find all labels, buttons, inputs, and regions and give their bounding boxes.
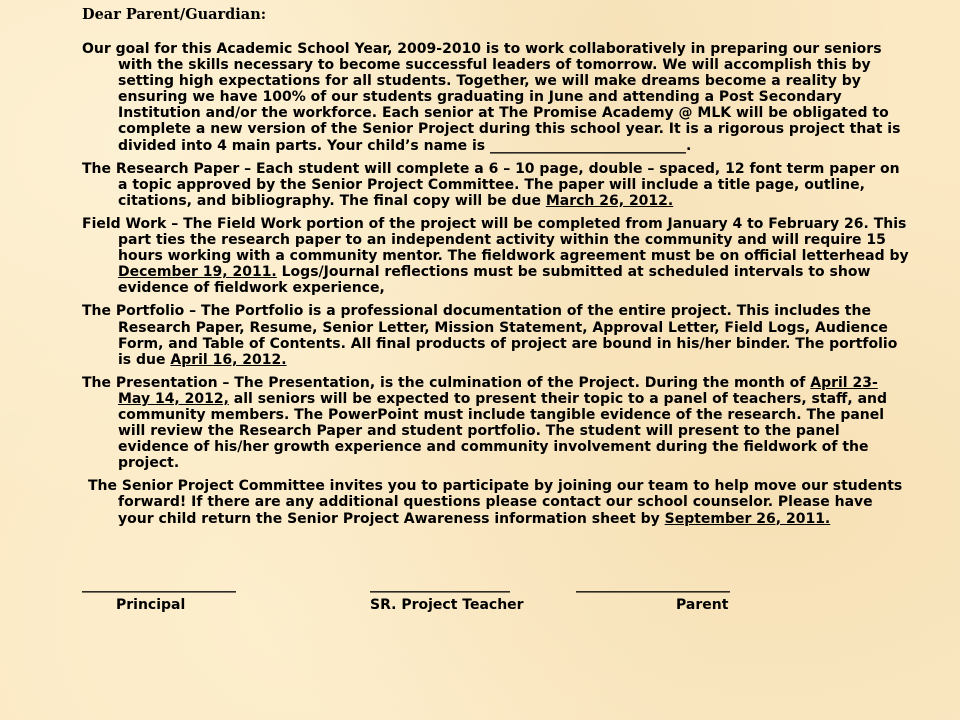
signature-label: SR. Project Teacher — [370, 597, 524, 613]
research-paper-due-date: March 26, 2012. — [545, 192, 674, 209]
closing-text: The Senior Project Committee invites you to participate by joining our team to help move our students forward! If there are any additional questions please contact our school counselor. Please have your child return the Senior Project Awareness information sheet by — [88, 478, 903, 527]
field-work-text: Field Work – The Field Work portion of the project will be completed from January 4 to February 26. This part ties the research paper to an independent activity within the community and will require 15 hours working with a community mentor. The fieldwork agreement must be on official letterhead by — [82, 215, 909, 265]
signature-label: Parent — [676, 597, 729, 613]
signature-line: ______________________ — [576, 577, 730, 593]
signature-parent — [576, 575, 730, 615]
closing-paragraph — [82, 478, 912, 526]
research-paper-paragraph — [82, 161, 912, 209]
presentation-dates: April 23- May 14, 2012, — [118, 374, 878, 407]
letter-body — [82, 6, 912, 534]
presentation-text: The Presentation – The Presentation, is the culmination of the Project. During the month of — [82, 374, 811, 391]
field-work-text-after: Logs/Journal reflections must be submitted at scheduled intervals to show evidence of fieldwork experience, — [118, 264, 871, 297]
intro-text: Our goal for this Academic School Year, 2009-2010 is to work collaboratively in preparing our seniors with the skills necessary to become successful leaders of tomorrow. We will accomplish this by setting high expectations for all students. Together, we will make dreams become a reality by ensuring we have 100% of our students graduating in June and attending a Post Secondary Institution and/or the workforce. Each senior at The Promise Academy @ MLK will be obligated to complete a new version of the Senior Project during this school year. It is a rigorous project that is divided into 4 main parts. Your child’s name is ____________________________. — [82, 41, 901, 154]
signature-teacher — [370, 575, 524, 615]
presentation-text-after: all seniors will be expected to present their topic to a panel of teachers, staff, and community members. The PowerPoint must include tangible evidence of the research. The panel will review the Research Paper and student portfolio. The student will present to the panel evidence of his/her growth experience and community involvement during the fieldwork of the project. — [118, 390, 888, 472]
intro-paragraph — [82, 41, 912, 154]
presentation-paragraph — [82, 375, 912, 472]
salutation: Dear Parent/Guardian: — [82, 6, 267, 23]
signature-principal — [82, 575, 236, 615]
signature-line: ____________________ — [370, 577, 510, 593]
field-work-agreement-date: December 19, 2011. — [118, 264, 277, 281]
portfolio-text: The Portfolio – The Portfolio is a professional documentation of the entire project. This includes the Research Paper, Resume, Senior Letter, Mission Statement, Approval Letter, Field Logs, Audience Form, and Table of Contents. All final products of project are bound in his/her binder. The portfolio is due — [82, 303, 898, 368]
research-paper-text: The Research Paper – Each student will complete a 6 – 10 page, double – spaced, 12 font term paper on a topic approved by the Senior Project Committee. The paper will include a title page, outline, citations, and bibliography. The final copy will be due — [82, 160, 900, 209]
signature-line: ______________________ — [82, 577, 236, 593]
field-work-paragraph — [82, 216, 912, 296]
closing-return-date: September 26, 2011. — [664, 510, 831, 527]
portfolio-due-date: April 16, 2012. — [170, 351, 287, 368]
portfolio-paragraph — [82, 303, 912, 367]
signature-label: Principal — [116, 597, 186, 613]
